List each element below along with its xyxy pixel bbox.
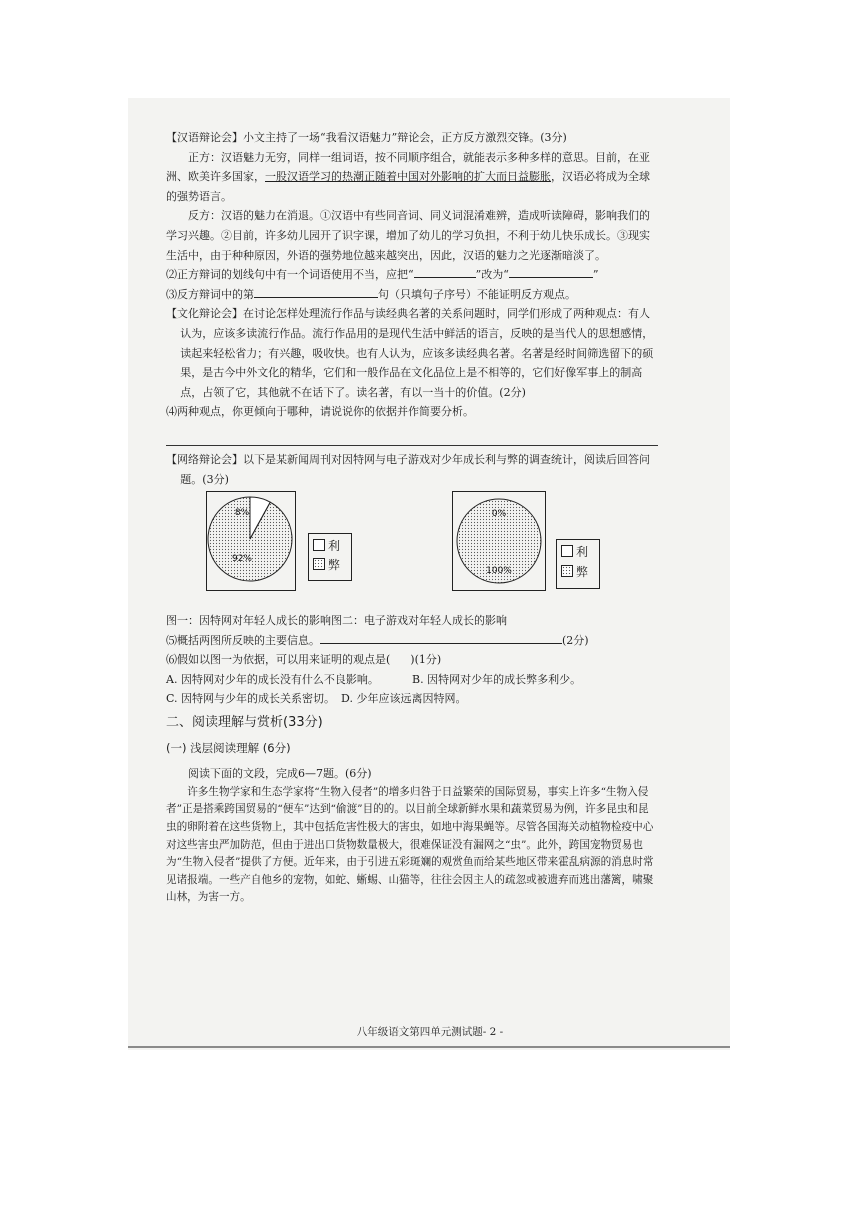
question-2: ⑵正方辩词的划线句中有一个词语使用不当，应把“ ”改为“ ” bbox=[166, 265, 658, 285]
answer-line-q4[interactable] bbox=[166, 445, 658, 446]
pie-chart-games bbox=[452, 491, 546, 591]
options-row-2 bbox=[166, 689, 658, 709]
wenhua-block: 【文化辩论会】在讨论怎样处理流行作品与读经典名著的关系问题时，同学们形成了两种观点：有人认为，应该多读流行作品。流行作品用的是现代生活中鲜活的语言，反映的是当代人的思想感情，读起来轻松省力；有兴趣，吸收快。也有人认为，应该多读经典名著。名著是经时间筛选留下的硕果，是古今中外文化的精华，它们和一般作品在文化品位上是不相等的，它们好像军事上的制高点，占领了它，其他就不在话下了。读名著，有以一当十的价值。(2分) bbox=[166, 307, 654, 399]
wangluo-heading: 【网络辩论会】 bbox=[166, 452, 243, 466]
data-label-li: 8% bbox=[234, 508, 250, 519]
reading-passage: 许多生物学家和生态学家将“生物入侵者”的增多归咎于日益繁荣的国际贸易，事实上许多“生物入侵者”正是搭乘跨国贸易的“便车”达到“偷渡”目的的。以目前全球新鲜水果和蔬菜贸易为例，许多昆虫和昆虫的卵附着在这些货物上，其中包括危害性极大的害虫，如地中海果蝇等。尽管各国海关动植物检疫中心对这些害虫严加防范，但由于进出口货物数量极大，很难保证没有漏网之“虫”。此外，跨国宠物贸易也为“生物入侵者”提供了方便。近年来，由于引进五彩斑斓的观赏鱼而给某些地区带来霍乱病源的消息时常见诸报端。一些产自他乡的宠物，如蛇、蜥蜴、山猫等，往往会因主人的疏忽或被遗弃而逃出藩篱，啸聚山林，为害一方。 bbox=[166, 785, 654, 904]
legend-swatch-bi bbox=[313, 558, 325, 570]
option-b[interactable]: B. 因特网对少年的成长弊多利少。 bbox=[412, 672, 582, 686]
hanyu-pro: 正方：汉语魅力无穷，同样一组词语，按不同顺序组合，就能表示多种多样的意思。目前，在亚洲、欧美许多国家，一股汉语学习的热潮正随着中国对外影响的扩大而日益膨胀，汉语必将成为全球的强势语言。 bbox=[166, 150, 650, 203]
legend-swatch-li bbox=[313, 539, 325, 551]
page-footer: 八年级语文第四单元测试题- 2 - bbox=[356, 1026, 504, 1038]
legend-swatch-li bbox=[561, 545, 573, 557]
reading-instruction: 阅读下面的文段，完成6—7题。(6分) bbox=[188, 767, 372, 781]
legend-1 bbox=[308, 533, 352, 581]
chart-caption: 图一：因特网对年轻人成长的影响图二：电子游戏对年轻人成长的影响 bbox=[166, 614, 507, 628]
legend-2 bbox=[556, 539, 600, 589]
wangluo-intro: 【网络辩论会】以下是某新闻周刊对因特网与电子游戏对少年成长利与弊的调查统计，阅读后回答问题。(3分) bbox=[166, 452, 650, 486]
pie-slice-bi bbox=[208, 497, 292, 581]
question-3: ⑶反方辩词中的第 句（只填句子序号）不能证明反方观点。 bbox=[166, 285, 658, 305]
option-d[interactable]: D. 少年应该远离因特网。 bbox=[341, 692, 467, 706]
question-4: ⑷两种观点，你更倾向于哪种，请说说你的依据并作简要分析。 bbox=[166, 405, 474, 419]
data-label-bi: 92% bbox=[231, 554, 253, 565]
question-6: ⑹假如以图一为依据，可以用来证明的观点是( )(1分) bbox=[166, 653, 442, 667]
answer-blank-q2-a[interactable] bbox=[414, 265, 476, 278]
data-label-li: 0% bbox=[491, 509, 507, 520]
answer-blank-q5[interactable] bbox=[320, 631, 562, 644]
wenhua-heading: 【文化辩论会】 bbox=[166, 307, 243, 321]
section-2-title: 二、阅读理解与赏析(33分) bbox=[166, 715, 323, 731]
options-row-1 bbox=[166, 670, 658, 690]
underlined-sentence: 一股汉语学习的热潮正随着中国对外影响的扩大而日益膨胀 bbox=[265, 170, 551, 184]
legend-1-item-bi: 弊 bbox=[313, 558, 340, 572]
page-content bbox=[166, 128, 658, 907]
answer-blank-q2-b[interactable] bbox=[509, 265, 593, 278]
page-bottom-edge bbox=[128, 1046, 730, 1048]
option-c[interactable]: C. 因特网与少年的成长关系密切。 bbox=[166, 692, 336, 706]
charts-area bbox=[166, 491, 658, 609]
option-a[interactable]: A. 因特网对少年的成长没有什么不良影响。 bbox=[166, 672, 379, 686]
legend-2-item-li: 利 bbox=[561, 545, 588, 559]
legend-2-item-bi: 弊 bbox=[561, 565, 588, 579]
legend-swatch-bi bbox=[561, 565, 573, 577]
hanyu-intro: 【汉语辩论会】小文主持了一场“我看汉语魅力”辩论会，正方反方激烈交锋。(3分) bbox=[166, 131, 567, 144]
hanyu-heading: 【汉语辩论会】 bbox=[166, 131, 243, 144]
answer-blank-q3[interactable] bbox=[254, 285, 378, 298]
question-5: ⑸概括两图所反映的主要信息。 (2分) bbox=[166, 631, 658, 651]
data-label-bi: 100% bbox=[486, 566, 512, 577]
legend-1-item-li: 利 bbox=[313, 539, 340, 553]
hanyu-con: 反方：汉语的魅力在消退。①汉语中有些同音词、同义词混淆难辨，造成听读障碍，影响我们的学习兴趣。②目前，许多幼儿园开了识字课，增加了幼儿的学习负担，不利于幼儿快乐成长。③现实生活中，由于种种原因，外语的强势地位越来越突出，因此，汉语的魅力之光逐渐暗淡了。 bbox=[166, 209, 650, 262]
pie-chart-internet bbox=[206, 491, 296, 591]
section-2-subtitle: (一) 浅层阅读理解 (6分) bbox=[166, 740, 291, 755]
